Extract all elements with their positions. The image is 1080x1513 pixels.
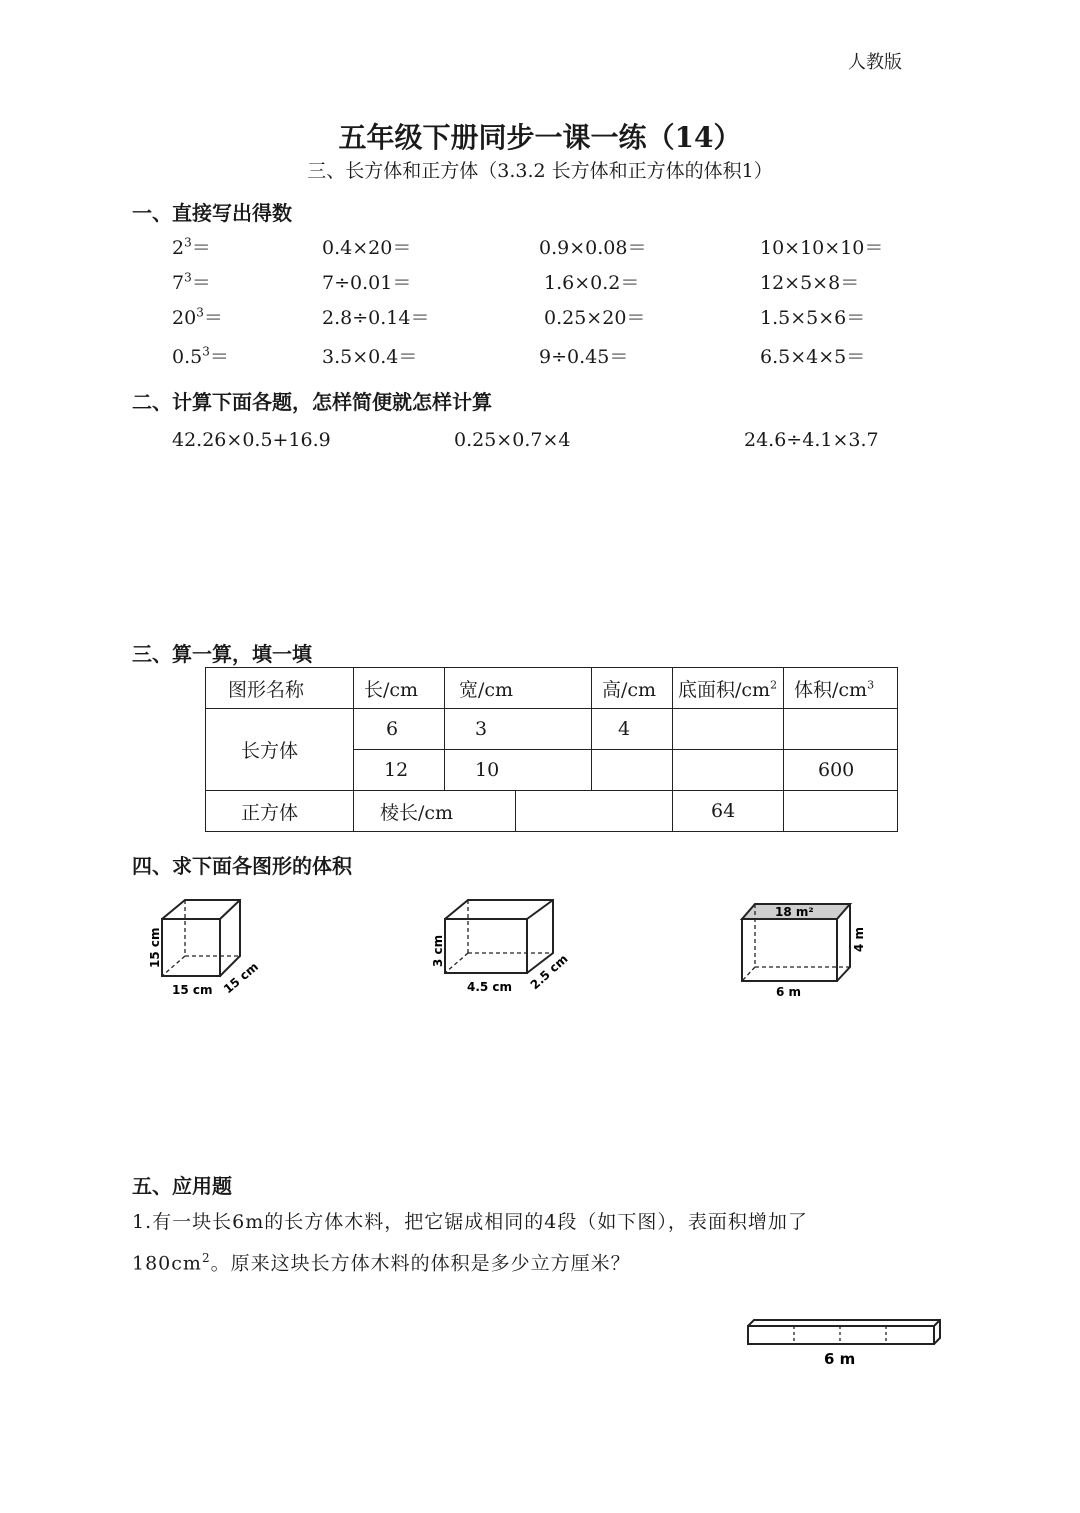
s1-r4c1: $0.5^3=$ bbox=[172, 344, 229, 368]
cube-edge-value[interactable] bbox=[515, 791, 673, 832]
s1-r4c4: 6.5×4×5＝ bbox=[760, 346, 866, 368]
section3-heading: 三、算一算，填一填 bbox=[132, 642, 312, 666]
cuboid1-length: 6 bbox=[354, 709, 445, 750]
s2-item-2: 0.25×0.7×4 bbox=[454, 429, 571, 451]
cuboid2-length: 12 bbox=[354, 750, 445, 791]
cube-length-label: 15 cm bbox=[172, 983, 213, 997]
section1-heading: 一、直接写出得数 bbox=[132, 201, 292, 225]
cuboid-length-label: 4.5 cm bbox=[467, 980, 513, 994]
cuboid3-length-label: 6 m bbox=[776, 985, 802, 999]
section2-heading: 二、计算下面各题，怎样简便就怎样计算 bbox=[132, 390, 492, 414]
s1-r3c3: 0.25×20＝ bbox=[544, 307, 646, 329]
s1-r2c2: 7÷0.01＝ bbox=[322, 272, 412, 294]
s1-r4c2: 3.5×0.4＝ bbox=[322, 346, 418, 368]
s1-r3c4: 1.5×5×6＝ bbox=[760, 307, 866, 329]
cube-label: 正方体 bbox=[206, 791, 354, 832]
top-area-label: 18 m² bbox=[775, 905, 814, 919]
th-name: 图形名称 bbox=[206, 668, 354, 709]
cuboid1-volume[interactable] bbox=[784, 709, 898, 750]
s1-r2c4: 12×5×8＝ bbox=[760, 272, 860, 294]
edition-label: 人教版 bbox=[848, 52, 902, 73]
cuboid3-height-label: 4 m bbox=[852, 926, 866, 952]
s2-item-1: 42.26×0.5+16.9 bbox=[172, 429, 331, 451]
cube-edge-label: 棱长/cm bbox=[354, 791, 516, 832]
cuboid-label: 长方体 bbox=[206, 709, 354, 791]
cuboid-height-label: 3 cm bbox=[431, 934, 445, 967]
cuboid-top-area-figure bbox=[730, 890, 880, 1000]
cuboid2-width: 10 bbox=[445, 750, 592, 791]
section4-heading: 四、求下面各图形的体积 bbox=[132, 854, 352, 878]
s1-r4c3: 9÷0.45＝ bbox=[539, 346, 629, 368]
wood-bar-length-label: 6 m bbox=[824, 1350, 856, 1368]
wood-bar-figure bbox=[740, 1312, 945, 1372]
cuboid-figure bbox=[425, 890, 585, 1000]
cuboid1-base-area[interactable] bbox=[673, 709, 784, 750]
th-width: 宽/cm bbox=[445, 668, 516, 709]
cube-figure bbox=[140, 890, 280, 1005]
cube-volume[interactable] bbox=[784, 791, 898, 832]
th-length: 长/cm bbox=[354, 668, 445, 709]
s1-r3c1: $20^3=$ bbox=[172, 305, 223, 329]
cuboid2-volume: 600 bbox=[784, 750, 898, 791]
s1-r1c1: $2^3=$ bbox=[172, 235, 211, 259]
cube-height-label: 15 cm bbox=[148, 927, 162, 968]
question-1-line2: $180cm^2$。原来这块长方体木料的体积是多少立方厘米？ bbox=[132, 1251, 631, 1275]
th-volume: 体积$/cm^3$ bbox=[784, 668, 898, 709]
page-subtitle: 三、长方体和正方体（3.3.2 长方体和正方体的体积1） bbox=[307, 160, 773, 182]
s1-r1c3: 0.9×0.08＝ bbox=[539, 237, 647, 259]
cuboid1-height: 4 bbox=[592, 709, 673, 750]
section5-heading: 五、应用题 bbox=[132, 1174, 232, 1198]
cuboid1-width: 3 bbox=[445, 709, 592, 750]
cuboid2-height[interactable] bbox=[592, 750, 673, 791]
fill-in-table bbox=[205, 667, 898, 832]
s1-r2c3: 1.6×0.2＝ bbox=[544, 272, 640, 294]
s1-r1c4: 10×10×10＝ bbox=[760, 237, 884, 259]
cuboid2-base-area[interactable] bbox=[673, 750, 784, 791]
s2-item-3: 24.6÷4.1×3.7 bbox=[744, 429, 879, 451]
question-1-line1: 1.有一块长6m的长方体木料，把它锯成相同的4段（如下图），表面积增加了 bbox=[132, 1211, 808, 1233]
cuboid-depth-label: 2.5 cm bbox=[527, 951, 571, 993]
s1-r1c2: 0.4×20＝ bbox=[322, 237, 412, 259]
s1-r3c2: 2.8÷0.14＝ bbox=[322, 307, 430, 329]
th-base-area: 底面积$/cm^2$ bbox=[673, 668, 784, 709]
page-title: 五年级下册同步一课一练（14） bbox=[338, 121, 742, 154]
s1-r2c1: $7^3=$ bbox=[172, 270, 211, 294]
th-height: 高/cm bbox=[592, 668, 673, 709]
cube-base-area: 64 bbox=[673, 791, 784, 832]
cube-depth-label: 15 cm bbox=[220, 959, 261, 997]
th-width-ext bbox=[515, 668, 592, 709]
